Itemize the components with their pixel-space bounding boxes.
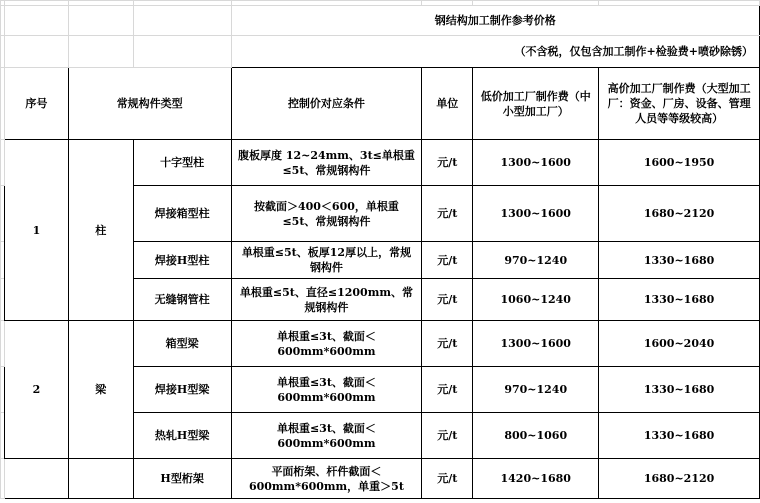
item-condition[interactable]: 单根重≤5t、板厚12厚以上，常规钢构件 — [231, 242, 422, 279]
item-low-price[interactable]: 1060~1240 — [473, 279, 599, 321]
item-low-price[interactable]: 1300~1600 — [473, 186, 599, 242]
group-category[interactable]: 柱 — [68, 140, 133, 321]
item-name[interactable]: 十字型柱 — [133, 140, 231, 186]
table-row — [1, 459, 760, 499]
item-unit[interactable]: 元/t — [422, 242, 473, 279]
item-name[interactable]: H型桁架 — [133, 459, 231, 499]
item-high-price[interactable]: 1330~1680 — [599, 242, 760, 279]
item-condition[interactable]: 单根重≤3t、截面＜600mm*600mm — [231, 321, 422, 367]
item-high-price[interactable]: 1680~2120 — [599, 459, 760, 499]
header-seq[interactable]: 序号 — [4, 68, 68, 140]
item-unit[interactable]: 元/t — [422, 321, 473, 367]
item-unit[interactable]: 元/t — [422, 413, 473, 459]
item-name[interactable]: 焊接H型柱 — [133, 242, 231, 279]
cell[interactable] — [68, 6, 133, 36]
item-low-price[interactable]: 1420~1680 — [473, 459, 599, 499]
table-row — [1, 140, 760, 186]
header-high-price[interactable]: 高价加工厂制作费（大型加工厂：资金、厂房、设备、管理人员等等级较高） — [599, 68, 760, 140]
item-condition[interactable]: 按截面＞400＜600，单根重≤5t、常规钢构件 — [231, 186, 422, 242]
group-seq[interactable]: 1 — [4, 140, 68, 321]
group-category[interactable]: 梁 — [68, 321, 133, 459]
item-high-price[interactable]: 1680~2120 — [599, 186, 760, 242]
group-seq[interactable] — [4, 459, 68, 499]
item-low-price[interactable]: 1300~1600 — [473, 321, 599, 367]
item-condition[interactable]: 腹板厚度 12~24mm、3t≤单根重≤5t、常规钢构件 — [231, 140, 422, 186]
item-low-price[interactable]: 970~1240 — [473, 242, 599, 279]
item-high-price[interactable]: 1600~1950 — [599, 140, 760, 186]
cell[interactable] — [68, 36, 133, 68]
item-unit[interactable]: 元/t — [422, 367, 473, 413]
item-condition[interactable]: 单根重≤5t、直径≤1200mm、常规钢构件 — [231, 279, 422, 321]
item-condition[interactable]: 单根重≤3t、截面＜600mm*600mm — [231, 413, 422, 459]
header-low-price[interactable]: 低价加工厂制作费（中小型加工厂） — [473, 68, 599, 140]
item-name[interactable]: 焊接H型梁 — [133, 367, 231, 413]
item-high-price[interactable]: 1330~1680 — [599, 413, 760, 459]
sheet-note[interactable]: （不含税，仅包含加工制作+检验费+喷砂除锈） — [231, 36, 759, 68]
item-name[interactable]: 箱型梁 — [133, 321, 231, 367]
note-row — [1, 36, 760, 68]
item-unit[interactable]: 元/t — [422, 279, 473, 321]
cell[interactable] — [4, 6, 68, 36]
item-name[interactable]: 热轧H型梁 — [133, 413, 231, 459]
item-low-price[interactable]: 800~1060 — [473, 413, 599, 459]
item-high-price[interactable]: 1330~1680 — [599, 367, 760, 413]
item-unit[interactable]: 元/t — [422, 186, 473, 242]
item-name[interactable]: 无缝钢管柱 — [133, 279, 231, 321]
table-row — [1, 321, 760, 367]
item-high-price[interactable]: 1600~2040 — [599, 321, 760, 367]
group-category[interactable] — [68, 459, 133, 499]
item-unit[interactable]: 元/t — [422, 459, 473, 499]
item-unit[interactable]: 元/t — [422, 140, 473, 186]
header-condition[interactable]: 控制价对应条件 — [231, 68, 422, 140]
item-low-price[interactable]: 1300~1600 — [473, 140, 599, 186]
item-name[interactable]: 焊接箱型柱 — [133, 186, 231, 242]
item-condition[interactable]: 单根重≤3t、截面＜600mm*600mm — [231, 367, 422, 413]
header-unit[interactable]: 单位 — [422, 68, 473, 140]
item-low-price[interactable]: 970~1240 — [473, 367, 599, 413]
title-row — [1, 6, 760, 36]
sheet-title[interactable]: 钢结构加工制作参考价格 — [231, 6, 759, 36]
cell[interactable] — [133, 36, 231, 68]
item-condition[interactable]: 平面桁架、杆件截面＜600mm*600mm，单重＞5t — [231, 459, 422, 499]
group-seq[interactable]: 2 — [4, 321, 68, 459]
header-type[interactable]: 常规构件类型 — [68, 68, 231, 140]
header-row — [1, 68, 760, 140]
item-high-price[interactable]: 1330~1680 — [599, 279, 760, 321]
cell[interactable] — [133, 6, 231, 36]
cell[interactable] — [4, 36, 68, 68]
